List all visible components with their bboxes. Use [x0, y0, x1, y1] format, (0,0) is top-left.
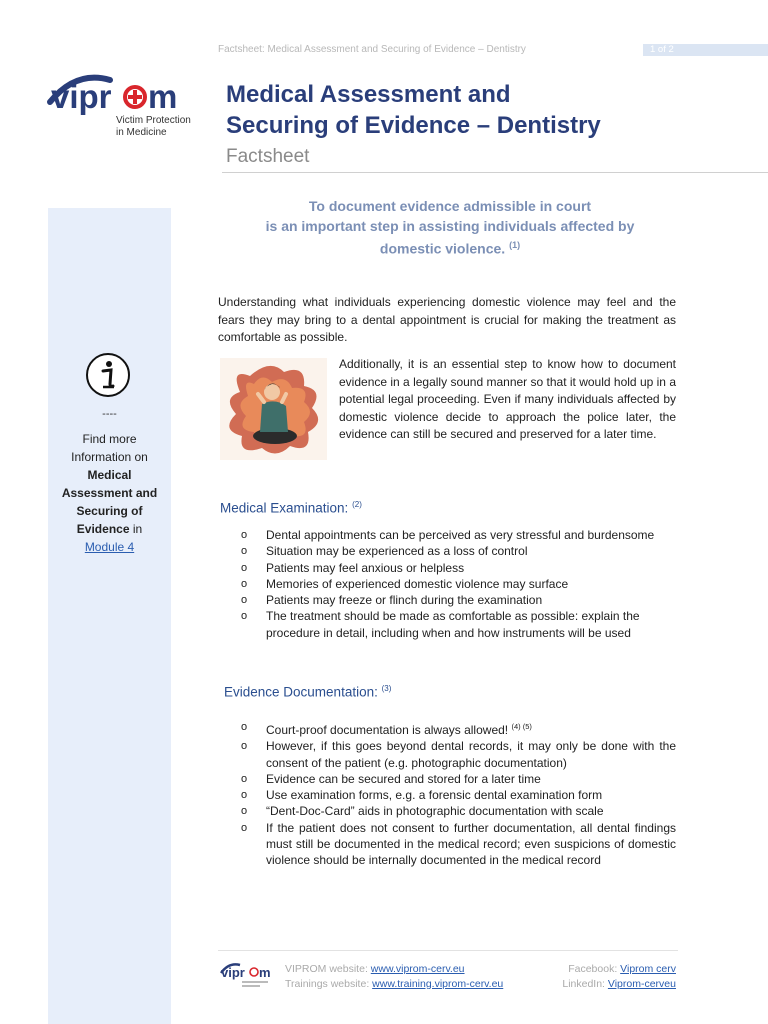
footer-websites: VIPROM website: www.viprom-cerv.eu Trainings website: www.training.viprom-cerv.eu — [285, 963, 504, 990]
intro-paragraph: Understanding what individuals experiencing domestic violence may feel and the fears they may bring to a dental appointment is crucial for making the treatment as comfortable as possible. — [218, 295, 676, 344]
title-divider — [222, 172, 768, 173]
medical-examination-list — [218, 527, 676, 641]
list-item: o Dental appointments can be perceived as very stressful and burdensome — [241, 528, 655, 542]
info-icon — [84, 351, 132, 399]
list-item: o Memories of experienced domestic violence may surface — [241, 576, 569, 591]
distressed-person-illustration — [220, 358, 327, 460]
trainings-website-link[interactable]: www.training.viprom-cerv.eu — [372, 977, 504, 990]
facebook-link[interactable]: Viprom cerv — [620, 963, 676, 975]
list-item: o The treatment should be made as comfortable as possible: explain the procedure in detail, including when and how instruments will be used — [241, 609, 640, 640]
list-item: o If the patient does not consent to further documentation, all dental findings must still be documented in the medical record; even suspicions of domestic violence should be internally documented in the medical record — [241, 820, 676, 868]
list-item: o Patients may feel anxious or helpless — [241, 560, 465, 575]
evidence-documentation-heading: Evidence Documentation: $^{(3)}$ — [224, 684, 392, 700]
page-subtitle: Factsheet — [226, 146, 310, 167]
sidebar-divider: ---- — [102, 408, 117, 420]
page-title: Medical Assessment and Securing of Evidence – Dentistry — [226, 81, 601, 139]
linkedin-link[interactable]: Viprom-cerveu — [607, 977, 676, 990]
list-item: o Evidence can be secured and stored for a later time — [241, 771, 541, 786]
list-item: o Court-proof documentation is always allowed! $^{(4) (5)}$ — [241, 721, 532, 737]
evidence-documentation-list — [218, 719, 676, 869]
footer-divider — [218, 950, 678, 951]
sidebar-text: Find more Information on Medical Assessment and Securing of Evidence in Module 4 — [61, 432, 158, 554]
running-header: Factsheet: Medical Assessment and Securing of Evidence – Dentistry — [218, 44, 526, 55]
list-item: o However, if this goes beyond dental records, it may only be done with the consent of the patient (e.g. photographic documentation) — [241, 739, 676, 770]
footer-social: Facebook: Viprom cerv LinkedIn: Viprom-cerveu — [562, 963, 676, 990]
intro-quote: To document evidence admissible in court is an important step in assisting individuals affected by domestic violence. $^{(1)}$ — [265, 198, 635, 257]
svg-text:vipr: vipr — [221, 965, 245, 980]
logo-tagline: Victim Protection in Medicine — [116, 115, 191, 138]
svg-text:m: m — [148, 78, 178, 115]
intro-paragraph-2: Additionally, it is an essential step to know how to document evidence in a legally sound manner so that it would hold up in a potential legal proceeding. Even if many individuals affected by domestic violence decide to approach the police later, the evidence can still be secured and preserved for a later time. — [339, 357, 676, 441]
list-item: o Use examination forms, e.g. a forensic dental examination form — [241, 788, 603, 803]
list-item: o Patients may freeze or flinch during the examination — [241, 593, 543, 608]
list-item: o “Dent-Doc-Card” aids in photographic documentation with scale — [241, 804, 604, 819]
footer-viprom-logo — [220, 962, 272, 992]
svg-text:m: m — [259, 965, 271, 980]
page-number: 1 of 2 — [650, 44, 674, 55]
medical-examination-heading: Medical Examination: $^{(2)}$ — [220, 500, 362, 516]
sidebar — [48, 208, 171, 1024]
list-item: o Situation may be experienced as a loss of control — [241, 544, 528, 559]
module-4-link[interactable]: Module 4 — [84, 540, 135, 554]
viprom-website-link[interactable]: www.viprom-cerv.eu — [370, 963, 465, 975]
svg-text:vipr: vipr — [51, 78, 112, 115]
